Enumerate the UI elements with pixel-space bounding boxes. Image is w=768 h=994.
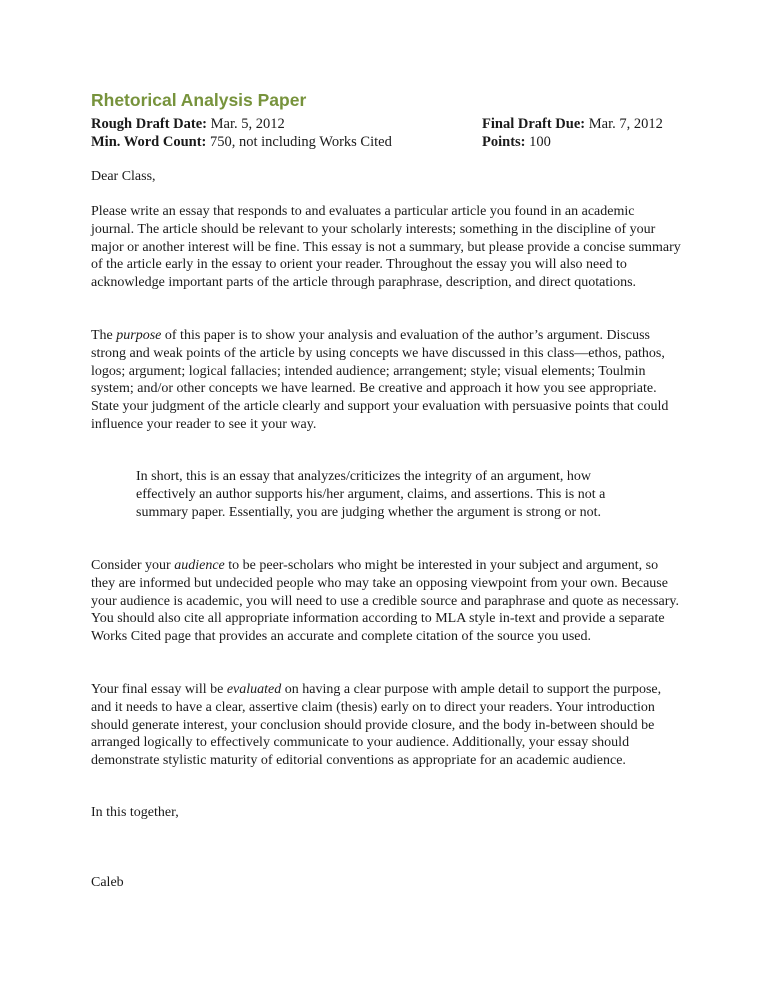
rough-draft-label: Rough Draft Date: [91, 116, 203, 132]
meta-row-counts: [91, 132, 551, 152]
audience-emphasis: audience: [174, 558, 225, 573]
evaluated-emphasis: evaluated: [226, 682, 282, 697]
purpose-emphasis: purpose: [116, 328, 162, 343]
paragraph-purpose: The purpose of this paper is to show your analysis and evaluation of the author’s argument. Discuss strong and weak points of the article by using concepts we have discussed in this class—ethos, pathos, logos; argument; logical fallacies; intended audience; arrangement; style; visual elements; Toulmin system; and/or other concepts we have learned. Be creative and approach it how you see appropriate. State your judgment of the article clearly and support your evaluation with persuasive points that could influence your reader to see it your way.: [91, 328, 669, 432]
paragraph-evaluation: Your final essay will be evaluated on having a clear purpose with ample detail to support the purpose, and it needs to have a clear, assertive claim (thesis) early on to direct your readers. Your introduction should generate interest, your conclusion should provide closure, and the body in-between should be arranged logically to effectively communicate to your audience. Additionally, your essay should demonstrate stylistic maturity of editorial conventions as appropriate for an academic audience.: [91, 682, 662, 769]
page-title: Rhetorical Analysis Paper: [91, 90, 307, 110]
paragraph-audience: Consider your audience to be peer-scholars who might be interested in your subject and argument, so they are informed but undecided people who may take an opposing viewpoint from your own. Because your audience is academic, you will need to use a credible source and paraphrase and quote as necessary. You should also cite all appropriate information according to MLA style in-text and provide a separate Works Cited page that provides an accurate and complete citation of the source you used.: [91, 558, 680, 645]
final-draft-due: Final Draft Due: Mar. 7, 2012: [482, 116, 663, 132]
meta-row-dates: [91, 114, 663, 134]
rough-draft-value: Mar. 5, 2012: [210, 116, 285, 132]
word-count: Min. Word Count: 750, not including Works Cited: [91, 134, 392, 150]
paragraph-intro: Please write an essay that responds to and evaluates a particular article you found in an academic journal. The article should be relevant to your scholarly interests; something in the discipline of your major or another interest will be fine. This essay is not a summary, but please provide a concise summary of the article early in the essay to orient your reader. Throughout the essay you will also need to acknowledge important parts of the article through paraphrase, description, and direct quotations.: [91, 204, 681, 291]
final-draft-label: Final Draft Due: [482, 116, 581, 132]
signature: Caleb: [91, 875, 124, 890]
closing: In this together,: [91, 805, 179, 820]
word-count-label: Min. Word Count: [91, 134, 202, 150]
rough-draft-date: Rough Draft Date: Mar. 5, 2012: [91, 116, 285, 132]
summary-blockquote: In short, this is an essay that analyzes/criticizes the integrity of an argument, how effectively an author supports his/her argument, claims, and assertions. This is not a summary paper. Essentially, you are judging whether the argument is strong or not.: [136, 469, 606, 520]
points: Points: 100: [482, 134, 551, 150]
salutation: Dear Class,: [91, 169, 156, 184]
word-count-value: 750, not including Works Cited: [210, 134, 392, 150]
points-label: Points: [482, 134, 521, 150]
final-draft-value: Mar. 7, 2012: [588, 116, 663, 132]
points-value: 100: [529, 134, 551, 150]
